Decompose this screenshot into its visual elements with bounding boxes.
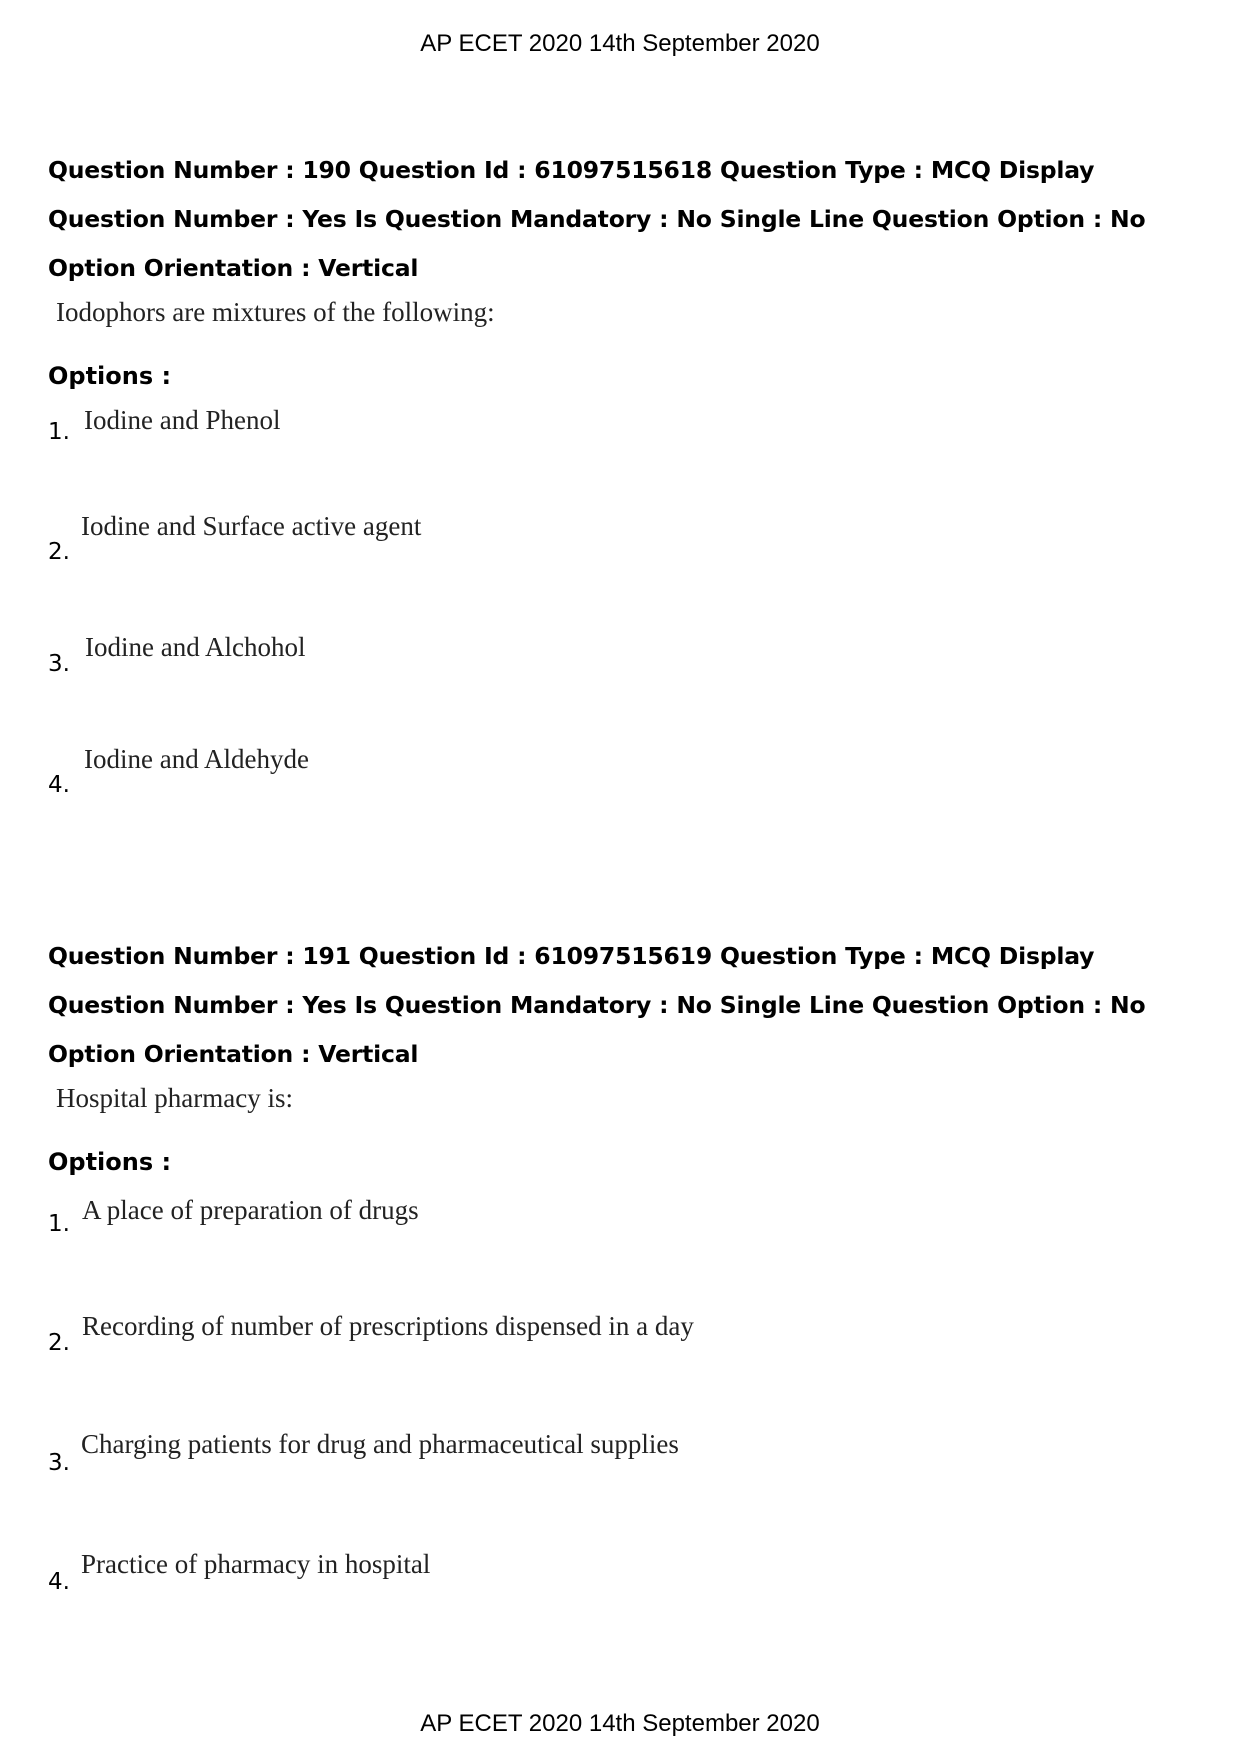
option-text: Iodine and Surface active agent — [81, 511, 422, 541]
option-number: 3. — [48, 1450, 70, 1476]
option-number: 2. — [48, 1330, 70, 1356]
options-label: Options : — [48, 1148, 172, 1176]
page-footer: AP ECET 2020 14th September 2020 — [420, 1710, 820, 1737]
question-meta: Question Number : 190 Question Id : 61097515618 Question Type : MCQ Display Question Number : Yes Is Question Mandatory : No Single Line Question Option : No Option Orientation : Vertical — [48, 156, 1146, 282]
option-text: Iodine and Phenol — [84, 405, 281, 435]
option-text: Iodine and Aldehyde — [84, 744, 309, 774]
question-meta: Question Number : 191 Question Id : 61097515619 Question Type : MCQ Display Question Number : Yes Is Question Mandatory : No Single Line Question Option : No Option Orientation : Vertical — [48, 942, 1146, 1068]
question-text: Iodophors are mixtures of the following: — [56, 297, 495, 327]
question-text: Hospital pharmacy is: — [56, 1083, 293, 1113]
option-number: 1. — [48, 1211, 70, 1237]
option-text: Charging patients for drug and pharmaceutical supplies — [81, 1429, 679, 1459]
option-number: 4. — [48, 1569, 70, 1595]
option-number: 1. — [48, 419, 70, 445]
option-number: 3. — [48, 651, 70, 677]
option-text: Practice of pharmacy in hospital — [81, 1549, 431, 1579]
page-header: AP ECET 2020 14th September 2020 — [420, 30, 820, 57]
options-label: Options : — [48, 362, 172, 390]
option-number: 4. — [48, 772, 70, 798]
option-text: Iodine and Alchohol — [85, 632, 306, 662]
option-text: Recording of number of prescriptions dispensed in a day — [82, 1311, 694, 1341]
option-number: 2. — [48, 539, 70, 565]
option-text: A place of preparation of drugs — [82, 1195, 419, 1225]
